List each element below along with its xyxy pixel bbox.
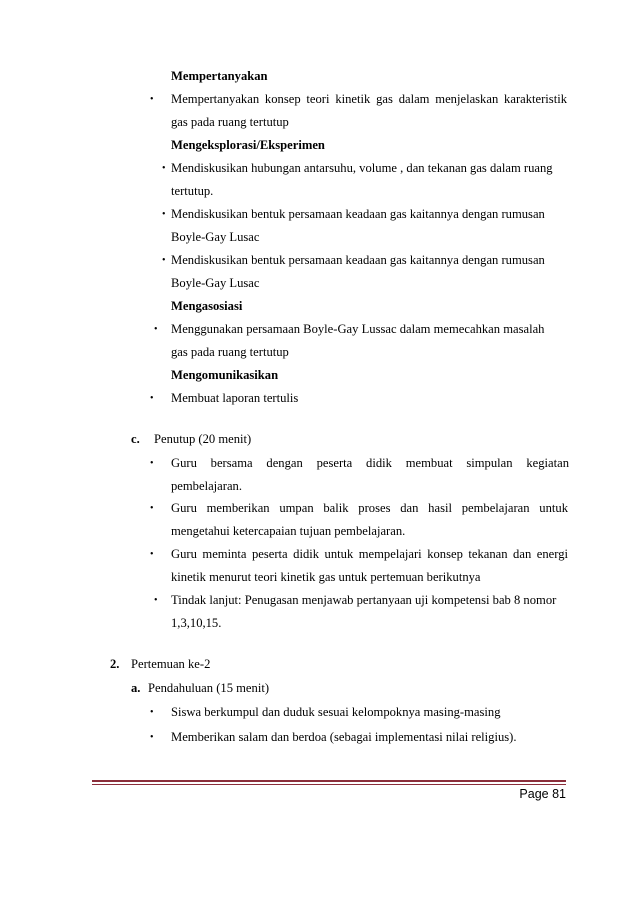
list-item-text: Guru bersama dengan peserta didik membuat simpulan kegiatan	[171, 456, 569, 470]
bullet-icon: •	[150, 549, 154, 560]
list-item-text: 1,3,10,15.	[171, 616, 222, 630]
bullet-icon: •	[150, 503, 154, 514]
section-marker-c: c.	[131, 432, 140, 446]
heading-mengomunikasikan: Mengomunikasikan	[171, 368, 279, 382]
list-item-text: mengetahui ketercapaian tujuan pembelajaran.	[171, 524, 406, 538]
bullet-icon: •	[150, 393, 154, 404]
list-item-text: Mendiskusikan bentuk persamaan keadaan gas kaitannya dengan rumusan	[171, 253, 545, 267]
heading-mengeksplorasi: Mengeksplorasi/Eksperimen	[171, 138, 325, 152]
section-marker-a: a.	[131, 681, 141, 695]
section-title-pendahuluan: Pendahuluan (15 menit)	[148, 681, 270, 695]
list-item-text: Memberikan salam dan berdoa (sebagai implementasi nilai religius).	[171, 730, 517, 744]
section-title-penutup: Penutup (20 menit)	[154, 432, 252, 446]
bullet-icon: •	[150, 94, 154, 105]
footer-rule-thick	[92, 780, 566, 782]
list-item-text: Guru memberikan umpan balik proses dan hasil pembelajaran untuk	[171, 501, 568, 515]
bullet-icon: •	[154, 595, 158, 606]
section-title-pertemuan: Pertemuan ke-2	[131, 657, 211, 671]
list-item-text: pembelajaran.	[171, 479, 242, 493]
section-marker-2: 2.	[110, 657, 120, 671]
list-item-text: Mempertanyakan konsep teori kinetik gas dalam menjelaskan karakteristik	[171, 92, 567, 106]
footer-rule-thin	[92, 784, 566, 785]
list-item-text: Boyle-Gay Lusac	[171, 276, 260, 290]
list-item-text: gas pada ruang tertutup	[171, 345, 289, 359]
page-number: Page 81	[519, 787, 566, 801]
bullet-icon: •	[162, 209, 166, 220]
heading-mengasosiasi: Mengasosiasi	[171, 299, 243, 313]
list-item-text: gas pada ruang tertutup	[171, 115, 289, 129]
list-item-text: Boyle-Gay Lusac	[171, 230, 260, 244]
list-item-text: Siswa berkumpul dan duduk sesuai kelompoknya masing-masing	[171, 705, 501, 719]
bullet-icon: •	[162, 255, 166, 266]
list-item-text: tertutup.	[171, 184, 214, 198]
list-item-text: Mendiskusikan hubungan antarsuhu, volume , dan tekanan gas dalam ruang	[171, 161, 553, 175]
list-item-text: Mendiskusikan bentuk persamaan keadaan gas kaitannya dengan rumusan	[171, 207, 545, 221]
bullet-icon: •	[150, 732, 154, 743]
bullet-icon: •	[154, 324, 158, 335]
bullet-icon: •	[150, 707, 154, 718]
list-item-text: Tindak lanjut: Penugasan menjawab pertanyaan uji kompetensi bab 8 nomor	[171, 593, 557, 607]
bullet-icon: •	[150, 458, 154, 469]
bullet-icon: •	[162, 163, 166, 174]
heading-mempertanyakan: Mempertanyakan	[171, 69, 268, 83]
list-item-text: Membuat laporan tertulis	[171, 391, 299, 405]
list-item-text: Menggunakan persamaan Boyle-Gay Lussac dalam memecahkan masalah	[171, 322, 545, 336]
list-item-text: Guru meminta peserta didik untuk mempelajari konsep tekanan dan energi	[171, 547, 568, 561]
list-item-text: kinetik menurut teori kinetik gas untuk pertemuan berikutnya	[171, 570, 481, 584]
